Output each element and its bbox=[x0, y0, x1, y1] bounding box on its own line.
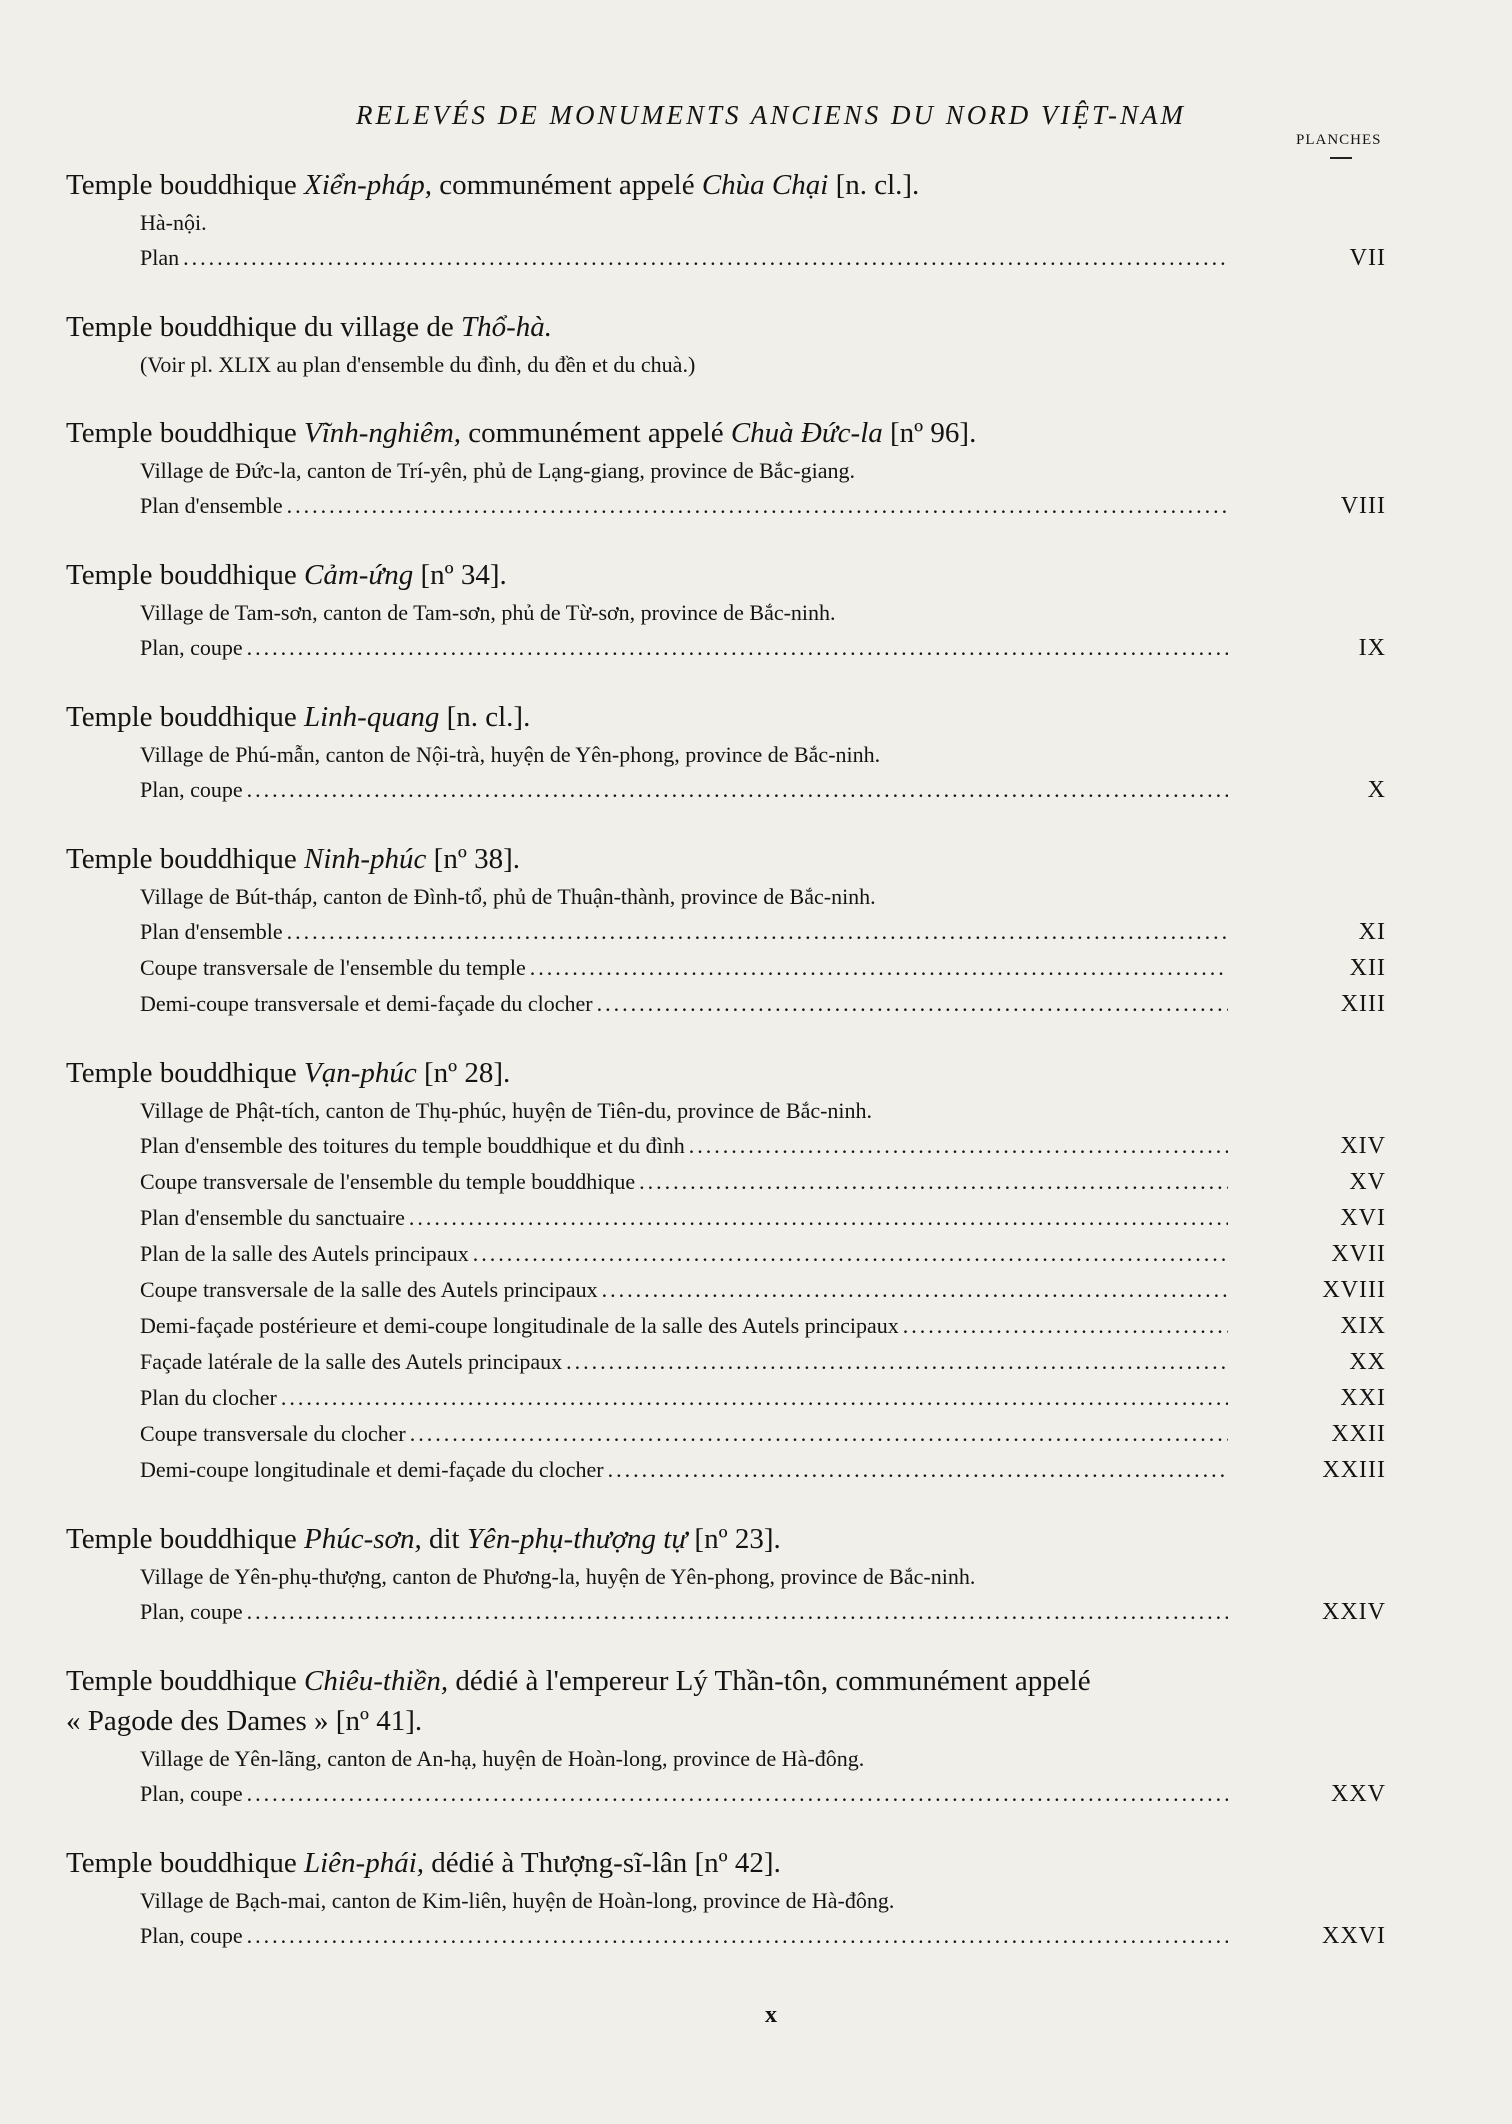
plate-number: XVIII bbox=[1322, 1277, 1386, 1303]
plate-number: XVII bbox=[1331, 1241, 1386, 1267]
entry-title-part: [nº 38]. bbox=[426, 843, 520, 875]
entry-title-part: communément appelé bbox=[432, 169, 702, 201]
toc-entry bbox=[66, 307, 1406, 382]
entry-title-part: Temple bouddhique du village de bbox=[66, 311, 462, 343]
plate-label: Plan, coupe bbox=[140, 635, 243, 660]
planches-rule bbox=[1330, 157, 1352, 159]
dot-leader bbox=[689, 1128, 1228, 1163]
plate-row bbox=[66, 1272, 1406, 1308]
plate-label: Façade latérale de la salle des Autels principaux bbox=[140, 1349, 563, 1374]
plate-number: XIII bbox=[1340, 991, 1386, 1017]
plate-row bbox=[66, 1344, 1406, 1380]
plate-number: XXII bbox=[1331, 1421, 1386, 1447]
entry-title-part: [nº 34]. bbox=[413, 559, 507, 591]
plate-row bbox=[66, 1128, 1406, 1164]
planches-label: PLANCHES bbox=[1296, 132, 1382, 148]
toc-entry bbox=[66, 413, 1406, 524]
entry-title-part: Chuà Đức-la bbox=[730, 417, 883, 449]
plate-row bbox=[66, 1164, 1406, 1200]
plate-row bbox=[66, 240, 1406, 276]
plate-number: X bbox=[1367, 777, 1386, 803]
entry-title-part: Yên-phụ-thượng tự bbox=[466, 1523, 688, 1555]
toc-entry bbox=[66, 1843, 1406, 1954]
entry-location: Village de Tam-sơn, canton de Tam-sơn, phủ de Từ-sơn, province de Bắc-ninh. bbox=[140, 600, 836, 625]
plate-number: XXIII bbox=[1322, 1457, 1386, 1483]
dot-leader bbox=[473, 1236, 1228, 1271]
dot-leader bbox=[530, 950, 1228, 985]
entry-title-part: dédié à Thượng-sĩ-lân [nº 42]. bbox=[424, 1847, 781, 1879]
plate-label: Demi-façade postérieure et demi-coupe longitudinale de la salle des Autels principaux bbox=[140, 1313, 899, 1338]
entry-title-part: [nº 28]. bbox=[416, 1057, 511, 1089]
plate-row bbox=[66, 1200, 1406, 1236]
entry-location: Village de Phú-mẫn, canton de Nội-trà, huyện de Yên-phong, province de Bắc-ninh. bbox=[140, 742, 881, 767]
plate-row bbox=[66, 1380, 1406, 1416]
entry-title bbox=[66, 1661, 1406, 1701]
entry-title bbox=[66, 1519, 1406, 1559]
entry-title bbox=[66, 839, 1406, 879]
dot-leader bbox=[639, 1164, 1228, 1199]
dot-leader bbox=[903, 1308, 1228, 1343]
plate-row bbox=[66, 1416, 1406, 1452]
entry-title-part: Temple bouddhique bbox=[66, 1847, 304, 1879]
entry-title-part: Temple bouddhique bbox=[66, 169, 304, 201]
entry-title-part: [n. cl.]. bbox=[439, 701, 531, 733]
dot-leader bbox=[409, 1200, 1228, 1235]
page-number: x bbox=[765, 2002, 777, 2028]
entry-title-part: Chùa Chại bbox=[701, 169, 829, 201]
plate-row bbox=[66, 1236, 1406, 1272]
plate-label: Plan d'ensemble bbox=[140, 919, 283, 944]
entry-title-part: Temple bouddhique bbox=[66, 417, 304, 449]
plate-number: XXVI bbox=[1322, 1923, 1386, 1949]
plate-label: Coupe transversale du clocher bbox=[140, 1421, 406, 1446]
entry-title-part: Temple bouddhique bbox=[66, 559, 304, 591]
table-of-plates bbox=[66, 165, 1406, 1985]
entry-title-continued: « Pagode des Dames » [nº 41]. bbox=[66, 1705, 423, 1737]
toc-entry bbox=[66, 165, 1406, 276]
entry-title-part: Temple bouddhique bbox=[66, 701, 304, 733]
plate-number: XIX bbox=[1340, 1313, 1386, 1339]
plate-label: Plan d'ensemble des toitures du temple bouddhique et du đình bbox=[140, 1133, 685, 1158]
entry-title-part: Linh-quang bbox=[303, 701, 440, 733]
dot-leader bbox=[566, 1344, 1228, 1379]
entry-title-part: [n. cl.]. bbox=[828, 169, 920, 201]
entry-title bbox=[66, 555, 1406, 595]
entry-title-part: Temple bouddhique bbox=[66, 1665, 304, 1697]
dot-leader bbox=[247, 1594, 1228, 1629]
plate-row bbox=[66, 1308, 1406, 1344]
plate-row bbox=[66, 630, 1406, 666]
plate-row bbox=[66, 488, 1406, 524]
toc-entry bbox=[66, 1053, 1406, 1488]
plate-row bbox=[66, 1918, 1406, 1954]
plate-number: VIII bbox=[1340, 493, 1386, 519]
plate-number: XV bbox=[1349, 1169, 1386, 1195]
dot-leader bbox=[247, 772, 1228, 807]
plate-number: XXIV bbox=[1322, 1599, 1386, 1625]
dot-leader bbox=[602, 1272, 1228, 1307]
plate-number: VII bbox=[1349, 245, 1386, 271]
plate-number: XVI bbox=[1340, 1205, 1386, 1231]
entry-title-part: Liên-phái, bbox=[303, 1847, 425, 1879]
plate-label: Coupe transversale de l'ensemble du temple bouddhique bbox=[140, 1169, 636, 1194]
plate-label: Coupe transversale de la salle des Autels principaux bbox=[140, 1277, 598, 1302]
entry-location: (Voir pl. XLIX au plan d'ensemble du đình, du đền et du chuà.) bbox=[140, 352, 696, 377]
entry-title-part: Phúc-sơn, bbox=[303, 1523, 422, 1555]
dot-leader bbox=[183, 240, 1228, 275]
entry-title-part: [nº 96]. bbox=[882, 417, 977, 449]
entry-title-part: Cảm-ứng bbox=[303, 559, 414, 591]
plate-number: XXV bbox=[1331, 1781, 1386, 1807]
entry-title bbox=[66, 165, 1406, 205]
running-header: RELEVÉS DE MONUMENTS ANCIENS DU NORD VIỆT-NAM bbox=[356, 100, 1186, 130]
toc-entry bbox=[66, 839, 1406, 1022]
entry-title bbox=[66, 307, 1406, 347]
plate-row bbox=[66, 950, 1406, 986]
dot-leader bbox=[287, 914, 1228, 949]
entry-location: Hà-nội. bbox=[140, 210, 207, 235]
entry-title-part: Vĩnh-nghiêm, bbox=[303, 417, 462, 449]
toc-entry bbox=[66, 697, 1406, 808]
plate-label: Plan d'ensemble du sanctuaire bbox=[140, 1205, 405, 1230]
dot-leader bbox=[597, 986, 1228, 1021]
plate-label: Demi-coupe longitudinale et demi-façade du clocher bbox=[140, 1457, 604, 1482]
entry-title-part: Temple bouddhique bbox=[66, 1057, 304, 1089]
entry-location: Village de Yên-phụ-thượng, canton de Phương-la, huyện de Yên-phong, province de Bắc-ninh. bbox=[140, 1564, 976, 1589]
plate-number: XII bbox=[1349, 955, 1386, 981]
plate-row bbox=[66, 1452, 1406, 1488]
plate-label: Demi-coupe transversale et demi-façade du clocher bbox=[140, 991, 593, 1016]
entry-title bbox=[66, 1843, 1406, 1883]
plate-number: XXI bbox=[1340, 1385, 1386, 1411]
plate-label: Plan d'ensemble bbox=[140, 493, 283, 518]
entry-title-part: communément appelé bbox=[461, 417, 731, 449]
entry-title-part: [nº 23]. bbox=[687, 1523, 781, 1555]
toc-entry bbox=[66, 555, 1406, 666]
entry-title bbox=[66, 1053, 1406, 1093]
toc-entry bbox=[66, 1661, 1406, 1812]
plate-label: Plan bbox=[140, 245, 180, 270]
plate-row bbox=[66, 986, 1406, 1022]
entry-location: Village de Bạch-mai, canton de Kim-liên, huyện de Hoàn-long, province de Hà-đông. bbox=[140, 1888, 895, 1913]
plate-row bbox=[66, 914, 1406, 950]
dot-leader bbox=[247, 630, 1228, 665]
plate-number: XIV bbox=[1340, 1133, 1386, 1159]
entry-title-part: Temple bouddhique bbox=[66, 1523, 304, 1555]
plate-label: Plan, coupe bbox=[140, 1923, 243, 1948]
dot-leader bbox=[247, 1776, 1228, 1811]
entry-title-part: Temple bouddhique bbox=[66, 843, 304, 875]
entry-title-part: Vạn-phúc bbox=[303, 1057, 417, 1089]
entry-location: Village de Bút-tháp, canton de Đình-tổ, phủ de Thuận-thành, province de Bắc-ninh. bbox=[140, 884, 876, 909]
dot-leader bbox=[410, 1416, 1228, 1451]
dot-leader bbox=[247, 1918, 1228, 1953]
plate-number: XX bbox=[1349, 1349, 1386, 1375]
plate-row bbox=[66, 1776, 1406, 1812]
entry-location: Village de Đức-la, canton de Trí-yên, phủ de Lạng-giang, province de Bắc-giang. bbox=[140, 458, 855, 483]
entry-title bbox=[66, 413, 1406, 453]
plate-row bbox=[66, 772, 1406, 808]
entry-title-part: Chiêu-thiền, bbox=[303, 1665, 449, 1697]
plate-label: Coupe transversale de l'ensemble du temple bbox=[140, 955, 526, 980]
plate-label: Plan, coupe bbox=[140, 1599, 243, 1624]
entry-title-part: dédié à l'empereur Lý Thần-tôn, communément appelé bbox=[448, 1665, 1091, 1697]
entry-location: Village de Yên-lãng, canton de An-hạ, huyện de Hoàn-long, province de Hà-đông. bbox=[140, 1746, 865, 1771]
toc-entry bbox=[66, 1519, 1406, 1630]
entry-title-part: Xiển-pháp, bbox=[303, 169, 433, 201]
plate-label: Plan, coupe bbox=[140, 777, 243, 802]
plate-label: Plan de la salle des Autels principaux bbox=[140, 1241, 469, 1266]
dot-leader bbox=[287, 488, 1228, 523]
plate-row bbox=[66, 1594, 1406, 1630]
entry-title-part: dit bbox=[421, 1523, 467, 1555]
dot-leader bbox=[281, 1380, 1228, 1415]
entry-title-part: Ninh-phúc bbox=[303, 843, 427, 875]
plate-number: XI bbox=[1358, 919, 1386, 945]
entry-title bbox=[66, 697, 1406, 737]
entry-title-part: Thổ-hà. bbox=[461, 311, 553, 343]
plate-label: Plan, coupe bbox=[140, 1781, 243, 1806]
plate-number: IX bbox=[1358, 635, 1386, 661]
entry-location: Village de Phật-tích, canton de Thụ-phúc, huyện de Tiên-du, province de Bắc-ninh. bbox=[140, 1098, 873, 1123]
plate-label: Plan du clocher bbox=[140, 1385, 277, 1410]
dot-leader bbox=[608, 1452, 1228, 1487]
